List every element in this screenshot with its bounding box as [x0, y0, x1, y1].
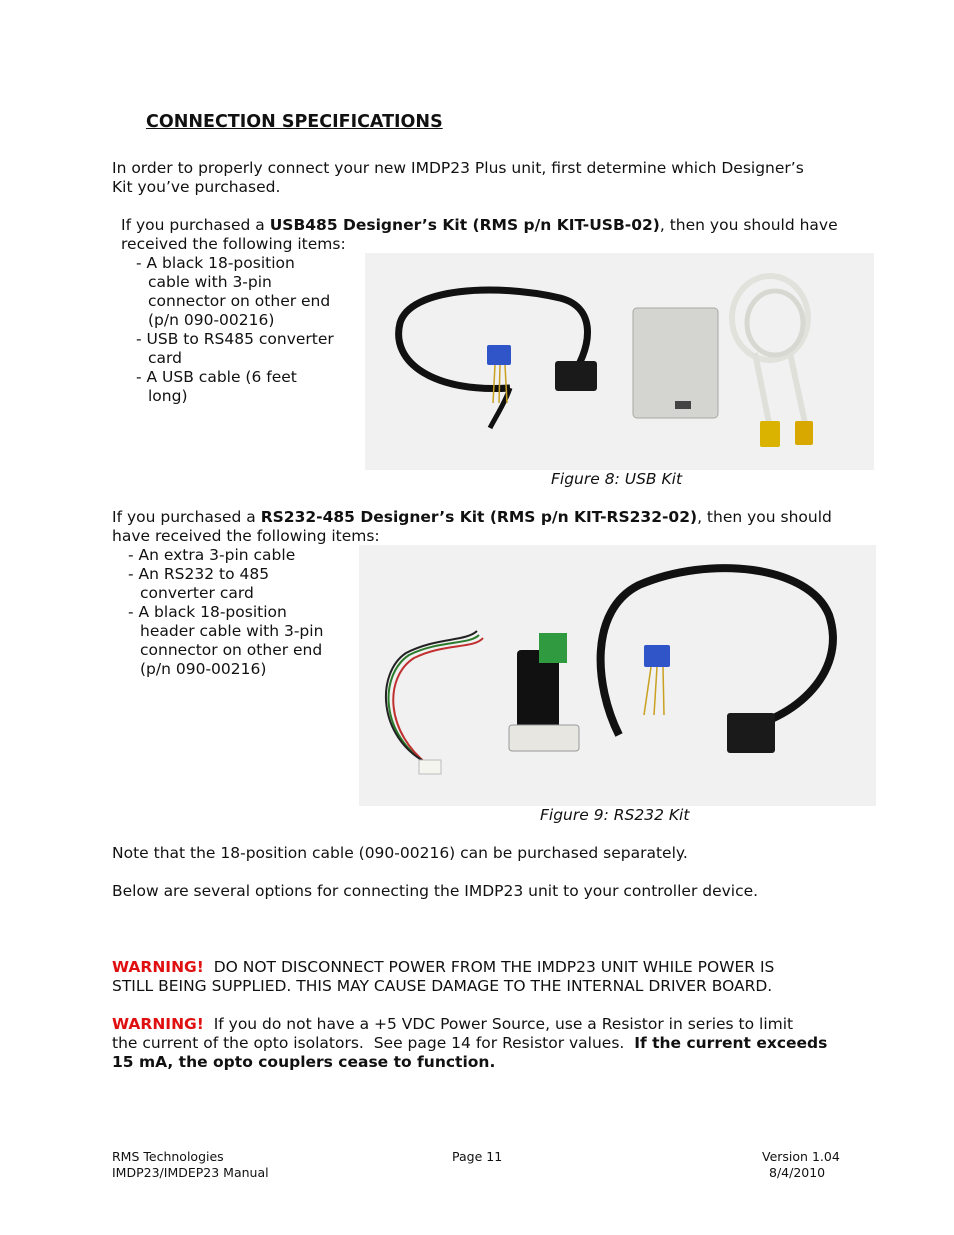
- warning-2-line-2: [112, 1034, 827, 1053]
- options-intro: Below are several options for connecting the IMDP23 unit to your controller device.: [112, 882, 759, 900]
- warning-2-line-3: 15 mA, the opto couplers cease to function.: [112, 1053, 496, 1071]
- usb-item-2-line-1: - USB to RS485 converter: [136, 330, 334, 348]
- rs232-item-3-line-4: (p/n 090-00216): [140, 660, 267, 678]
- footer-version: Version 1.04: [762, 1149, 840, 1164]
- rs232-item-1-line-1: - An extra 3-pin cable: [128, 546, 296, 564]
- rs232-item-3-line-2: header cable with 3-pin: [140, 622, 324, 640]
- usb-item-2-line-2: card: [148, 349, 182, 367]
- rs232-kit-photo: [359, 545, 876, 806]
- warning-2-label: WARNING!: [112, 1015, 204, 1033]
- warning-1-line-1: [112, 958, 774, 977]
- warning-2-bold-text: If the current exceeds: [634, 1034, 828, 1052]
- intro-line-2: Kit you’ve purchased.: [112, 178, 281, 196]
- usb-item-3-line-1: - A USB cable (6 feet: [136, 368, 297, 386]
- footer-manual: IMDP23/IMDEP23 Manual: [112, 1165, 269, 1180]
- usb-kit-intro-line-2: received the following items:: [121, 235, 346, 253]
- cable-note: Note that the 18-position cable (090-00216) can be purchased separately.: [112, 844, 688, 862]
- rs232-item-2-line-1: - An RS232 to 485: [128, 565, 270, 583]
- warning-1-label: WARNING!: [112, 958, 204, 976]
- usb-kit-prefix: If you purchased a: [121, 216, 270, 234]
- intro-line-1: In order to properly connect your new IMDP23 Plus unit, first determine which Designer’s: [112, 159, 804, 177]
- usb-kit-intro: [121, 216, 838, 235]
- rs232-kit-intro: [112, 508, 832, 527]
- usb-kit-name: USB485 Designer’s Kit (RMS p/n KIT-USB-02): [269, 216, 660, 234]
- rs232-kit-caption: Figure 9: RS232 Kit: [540, 806, 690, 824]
- warning-1-text: DO NOT DISCONNECT POWER FROM THE IMDP23 UNIT WHILE POWER IS: [203, 958, 775, 976]
- rs232-kit-name: RS232-485 Designer’s Kit (RMS p/n KIT-RS232-02): [260, 508, 698, 526]
- footer-page-number: Page 11: [452, 1149, 503, 1164]
- footer-company: RMS Technologies: [112, 1149, 224, 1164]
- rs232-item-2-line-2: converter card: [140, 584, 254, 602]
- warning-2-line-1: [112, 1015, 793, 1034]
- warning-2-text-2: the current of the opto isolators. See page 14 for Resistor values.: [112, 1034, 635, 1052]
- usb-item-1-line-1: - A black 18-position: [136, 254, 295, 272]
- rs232-item-3-line-1: - A black 18-position: [128, 603, 287, 621]
- page-title: CONNECTION SPECIFICATIONS: [146, 112, 443, 132]
- usb-item-3-line-2: long): [148, 387, 188, 405]
- warning-2-text: If you do not have a +5 VDC Power Source, use a Resistor in series to limit: [203, 1015, 794, 1033]
- footer-date: 8/4/2010: [769, 1165, 826, 1180]
- usb-kit-photo: [365, 253, 874, 470]
- usb-kit-caption: Figure 8: USB Kit: [551, 470, 683, 488]
- usb-item-1-line-4: (p/n 090-00216): [148, 311, 275, 329]
- usb-item-1-line-2: cable with 3-pin: [148, 273, 272, 291]
- rs232-kit-suffix: , then you should: [697, 508, 832, 526]
- warning-1-line-2: STILL BEING SUPPLIED. THIS MAY CAUSE DAMAGE TO THE INTERNAL DRIVER BOARD.: [112, 977, 773, 995]
- usb-item-1-line-3: connector on other end: [148, 292, 331, 310]
- usb-kit-suffix: , then you should have: [659, 216, 838, 234]
- rs232-kit-intro-line-2: have received the following items:: [112, 527, 380, 545]
- rs232-item-3-line-3: connector on other end: [140, 641, 323, 659]
- rs232-kit-prefix: If you purchased a: [112, 508, 261, 526]
